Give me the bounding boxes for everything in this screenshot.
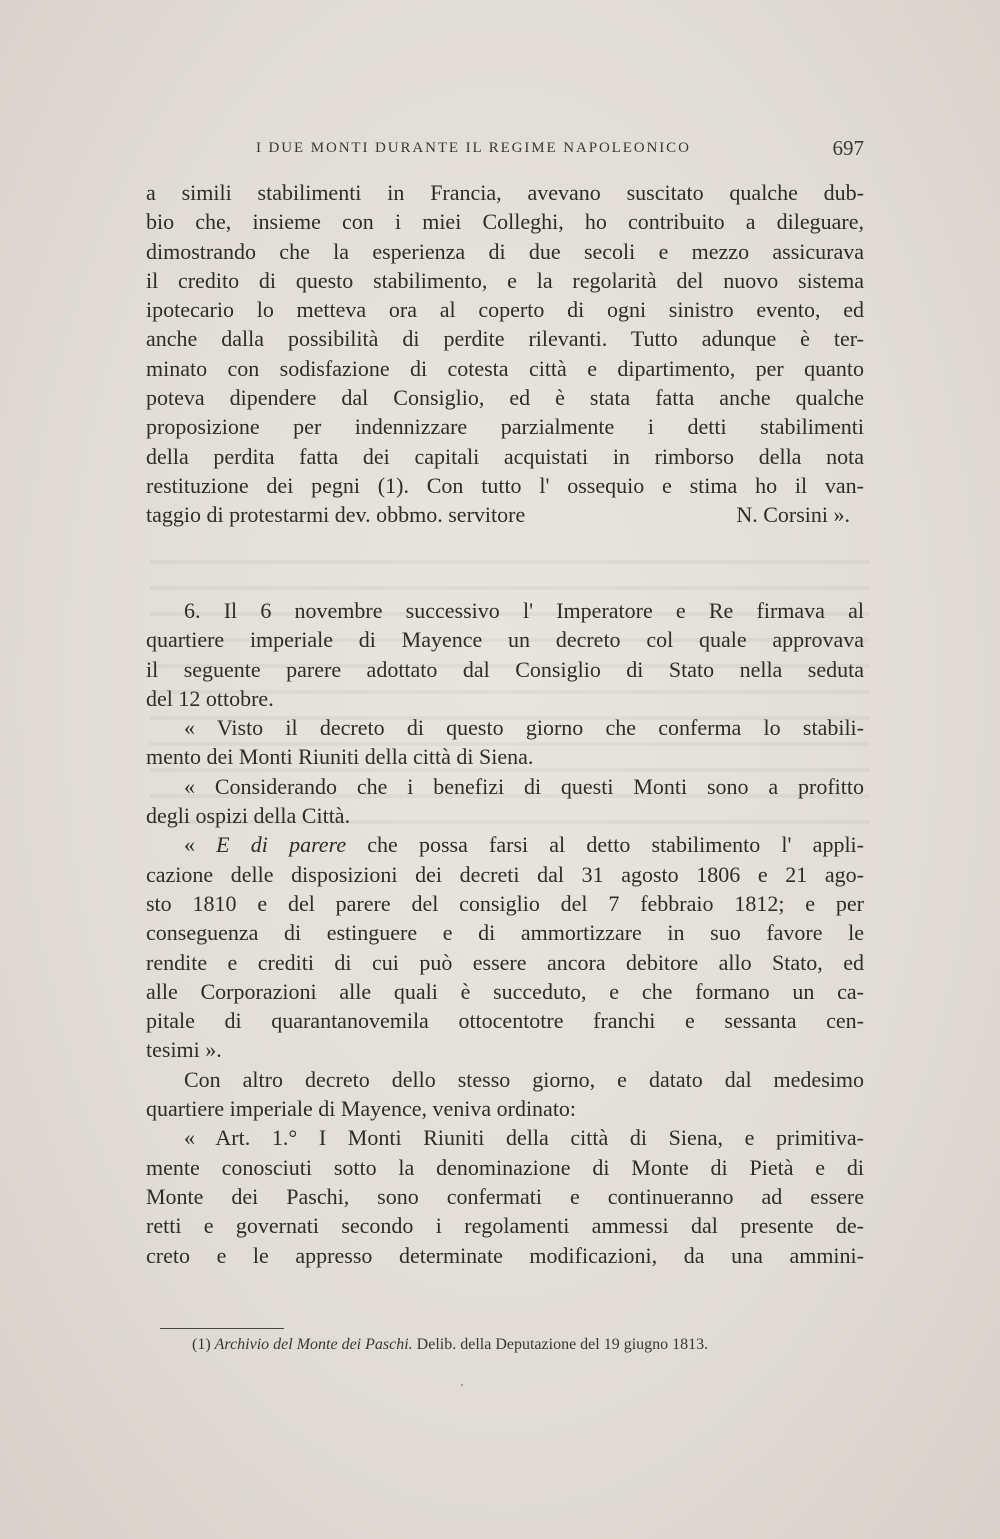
- text-line: poteva dipendere dal Consiglio, ed è stata fatta anche qualche: [146, 385, 864, 411]
- text-line: dimostrando che la esperienza di due secoli e mezzo assicurava: [146, 238, 864, 264]
- footnote: [192, 1336, 708, 1354]
- text-line: a simili stabilimenti in Francia, avevano suscitato qualche dub-: [146, 180, 864, 205]
- parere-rest: che possa farsi al detto stabilimento l' appli-: [346, 832, 864, 858]
- text-line: Con altro decreto dello stesso giorno, e datato dal medesimo: [184, 1066, 864, 1092]
- text-line: il seguente parere adottato dal Consiglio di Stato nella seduta: [146, 656, 864, 682]
- text-line: Monte dei Paschi, sono confermati e continueranno ad essere: [146, 1183, 864, 1209]
- section-6-opening: 6. Il 6 novembre successivo l' Imperatore e Re firmava al: [184, 598, 864, 623]
- text-line: creto e le appresso determinate modificazioni, da una ammini-: [146, 1242, 864, 1268]
- text-line: proposizione per indennizzare parzialmente i detti stabilimenti: [146, 414, 864, 440]
- text-line: mente conosciuti sotto la denominazione di Monte di Pietà e di: [146, 1154, 864, 1180]
- text-line: quartiere imperiale di Mayence un decreto col quale approvava: [146, 627, 864, 653]
- quote-line: « Visto il decreto di questo giorno che conferma lo stabili-: [184, 715, 864, 741]
- page-header: [148, 136, 864, 164]
- text-line: ipotecario lo metteva ora al coperto di ogni sinistro evento, ed: [146, 297, 864, 323]
- page-number: 697: [832, 136, 864, 160]
- text-line: conseguenza di estinguere e di ammortizzare in suo favore le: [146, 920, 864, 946]
- text-line: alle Corporazioni alle quali è succeduto, e che formano un ca-: [146, 978, 864, 1004]
- quote-mark: «: [184, 832, 217, 858]
- text-line: retti e governati secondo i regolamenti ammessi dal presente de-: [146, 1213, 864, 1239]
- parere-italic: E di parere: [216, 832, 347, 858]
- paragraph-continuation: [146, 178, 864, 530]
- article-line: « Art. 1.° I Monti Riuniti della città di Siena, e primitiva-: [184, 1125, 864, 1151]
- parere-line: [146, 830, 864, 859]
- quote-line: « Considerando che i benefizi di questi Monti sono a profitto: [184, 773, 864, 799]
- paper-speck: [461, 1384, 463, 1386]
- text-line: bio che, insieme con i miei Colleghi, ho contribuito a dileguare,: [146, 209, 864, 235]
- closing-salutation: taggio di protestarmi dev. obbmo. servitore: [146, 502, 526, 528]
- text-line: tesimi ».: [146, 1037, 222, 1063]
- text-line: della perdita fatta dei capitali acquistati in rimborso della nota: [146, 443, 864, 469]
- text-line: anche dalla possibilità di perdite rilevanti. Tutto adunque è ter-: [146, 326, 864, 352]
- text-line: quartiere imperiale di Mayence, veniva ordinato:: [146, 1096, 577, 1122]
- text-line: sto 1810 e del parere del consiglio del 7 febbraio 1812; e per: [146, 890, 864, 916]
- text-line: del 12 ottobre.: [146, 685, 274, 711]
- quote-line: mento dei Monti Riuniti della città di Siena.: [146, 744, 534, 770]
- text-line: minato con sodisfazione di cotesta città e dipartimento, per quanto: [146, 355, 864, 381]
- footnote-source: Archivio del Monte dei Paschi.: [214, 1336, 413, 1353]
- footnote-marker: (1): [192, 1336, 211, 1353]
- signature: N. Corsini ».: [736, 502, 850, 528]
- footnote-text: Delib. della Deputazione del 19 giugno 1813.: [416, 1336, 709, 1353]
- text-line: restituzione dei pegni (1). Con tutto l' ossequio e stima ho il van-: [146, 472, 864, 498]
- text-line: rendite e crediti di cui può essere ancora debitore allo Stato, ed: [146, 949, 864, 975]
- text-line: il credito di questo stabilimento, e la regolarità del nuovo sistema: [146, 267, 864, 293]
- closing-line: [146, 500, 864, 529]
- running-head: I DUE MONTI DURANTE IL REGIME NAPOLEONICO: [256, 140, 691, 156]
- footnote-rule: [160, 1328, 284, 1329]
- text-line: pitale di quarantanovemila ottocentotre franchi e sessanta cen-: [146, 1008, 864, 1034]
- section-6: [146, 596, 864, 1270]
- quote-line: degli ospizi della Città.: [146, 803, 351, 829]
- text-line: cazione delle disposizioni dei decreti dal 31 agosto 1806 e 21 ago-: [146, 861, 864, 887]
